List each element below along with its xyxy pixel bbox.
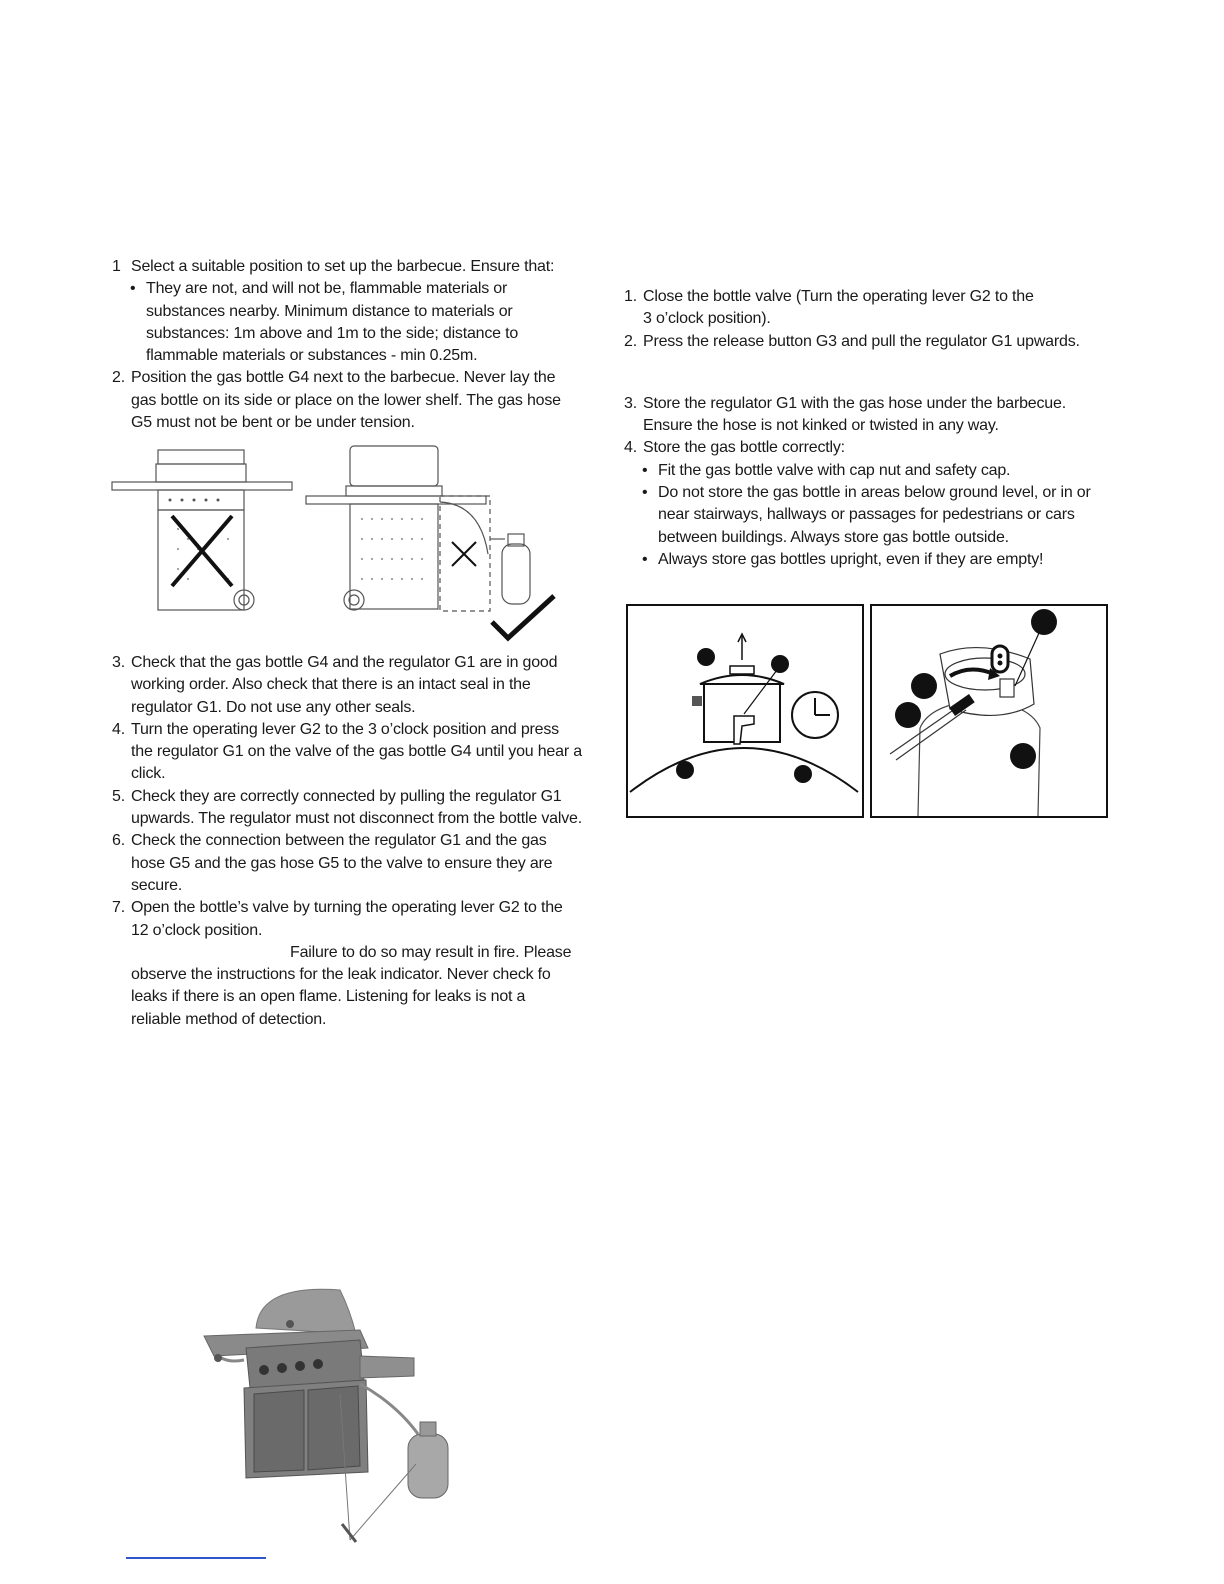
bullet-icon: • [642,484,648,502]
step-text: Check that the gas bottle G4 and the regulator G1 are in good working order. Also check that there is an intact seal in the regulator G1. Do not use any other seals. [131,654,558,716]
step-text: Select a suitable position to set up the barbecue. Ensure that: [131,258,555,275]
right-step-4-bullet-1 [642,460,1104,482]
step-text: Position the gas bottle G4 next to the barbecue. Never lay the gas bottle on its side or place on the lower shelf. The gas hose G5 must not be bent or be under tension. [131,369,561,432]
step-text: Check the connection between the regulator G1 and the gas hose G5 and the gas hose G5 to the valve to ensure they are secure. [131,832,553,894]
step-number: 3. [624,394,637,412]
left-step-5 [112,786,582,831]
spacer [624,353,1104,393]
right-step-2 [624,331,1104,353]
barbecue-placement-illustration [110,444,560,644]
step-number: 2. [112,369,125,387]
left-step-3 [112,652,582,719]
left-step-6 [112,830,582,897]
warning-line-1: Failure to do so may result in fire. Please [290,943,572,961]
left-column [112,256,582,434]
step-number: 5. [112,787,125,805]
step-text: Turn the operating lever G2 to the 3 o’clock position and press the regulator G1 on the valve of the gas bottle G4 until you hear a click. [131,720,582,783]
step-number: 4. [112,720,125,738]
bullet-text: They are not, and will not be, flammable materials or substances nearby. Minimum distance to materials or substances: 1m above and 1m to the side; distance to flammable materials or substances - min 0.25m. [146,280,519,365]
right-step-4 [624,437,1104,459]
step-text: Check they are correctly connected by pulling the regulator G1 upwards. The regulator must not disconnect from the bottle valve. [131,787,582,828]
left-step-1 [112,256,582,278]
right-step-3 [624,393,1104,438]
step-text: Press the release button G3 and pull the regulator G1 upwards. [643,332,1080,350]
step-number: 7. [112,899,125,917]
step-number: 1 [112,258,121,275]
bullet-icon: • [642,550,648,568]
left-column-lower [112,652,582,1031]
bullet-text: Do not store the gas bottle in areas below ground level, or in or near stairways, hallways or passages for pedestrians or cars between buildings. Always store gas bottle outside. [658,484,1091,546]
step-text: Close the bottle valve (Turn the operating lever G2 to the 3 o’clock position). [643,288,1034,328]
bullet-icon: • [130,280,136,298]
regulator-release-diagram [626,604,864,819]
step-text: Store the regulator G1 with the gas hose under the barbecue. Ensure the hose is not kinked or twisted in any way. [643,394,1066,435]
barbecue-with-gas-bottle-illustration [200,1284,460,1546]
right-step-4-bullet-3 [642,549,1104,571]
step-text: Store the gas bottle correctly: [643,439,845,457]
left-step-1-bullet [130,278,582,367]
left-step-2 [112,367,582,434]
step-text: Open the bottle’s valve by turning the operating lever G2 to the 12 o’clock position. [131,899,563,939]
warning-text: observe the instructions for the leak indicator. Never check fo leaks if there is an open flame. Listening for leaks is not a reliable method of detection. [131,966,551,1028]
bullet-icon: • [642,461,648,479]
right-step-4-bullet-2 [642,482,1104,549]
step-number: 4. [624,439,637,457]
left-step-7 [112,897,582,942]
step-number: 6. [112,832,125,850]
step-number: 3. [112,654,125,671]
blue-underline-divider [126,1557,266,1559]
left-step-4 [112,719,582,786]
step-number: 2. [624,332,637,350]
step-number: 1. [624,288,637,305]
bullet-text: Always store gas bottles upright, even if they are empty! [658,550,1044,568]
right-column [624,286,1104,571]
bullet-text: Fit the gas bottle valve with cap nut and safety cap. [658,461,1011,479]
right-step-1 [624,286,1104,331]
gas-bottle-valve-diagram [870,604,1108,819]
